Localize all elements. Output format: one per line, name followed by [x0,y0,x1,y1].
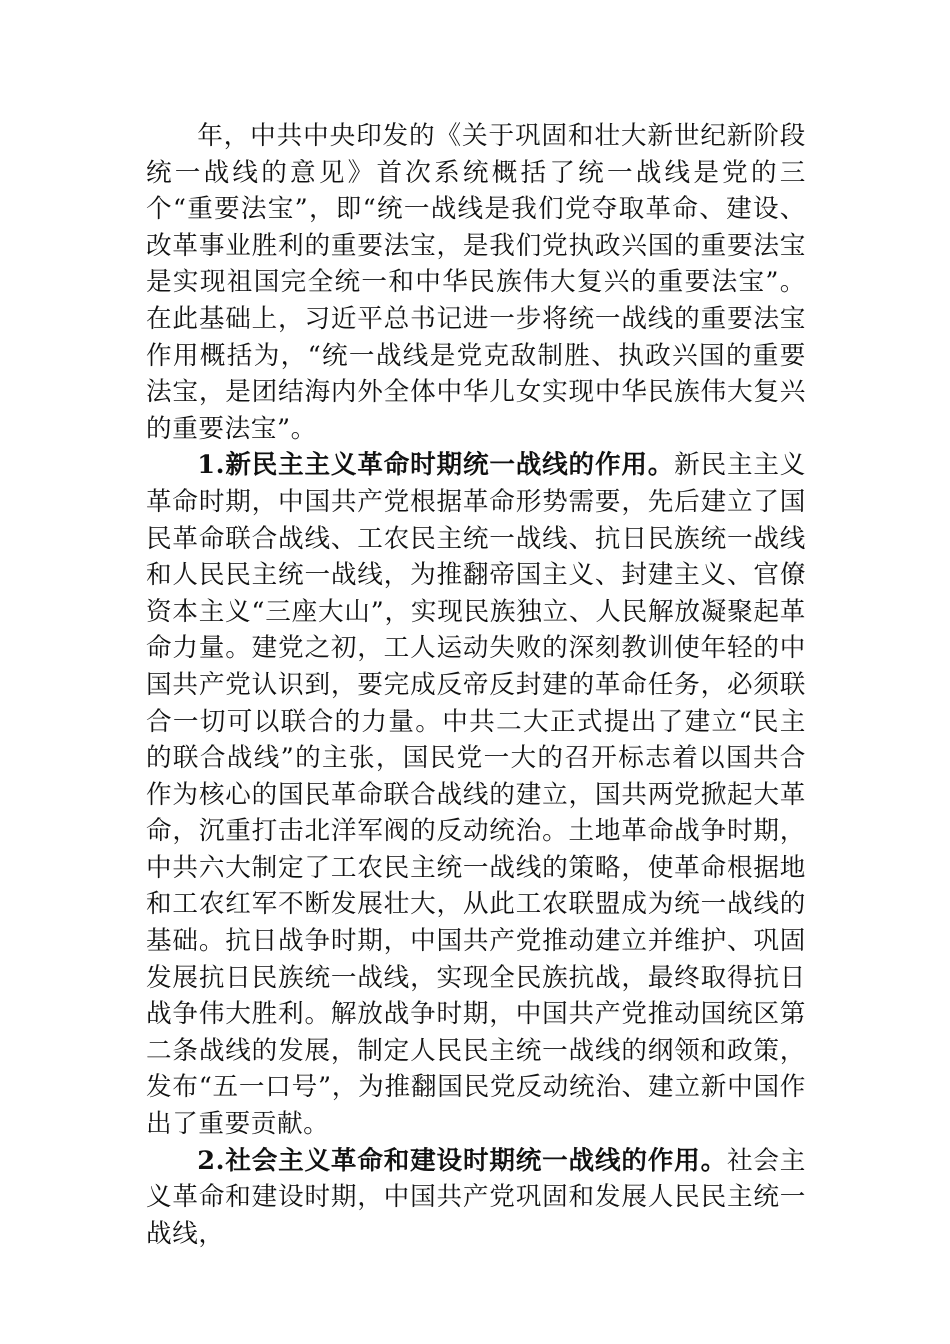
paragraph-socialist-revolution [146,1143,806,1253]
paragraph-body: 新民主主义革命时期，中国共产党根据革命形势需要，先后建立了国民革命联合战线、工农民主统一战线、抗日民族统一战线和人民民主统一战线，为推翻帝国主义、封建主义、官僚资本主义“三座大山”，实现民族独立、人民解放凝聚起革命力量。建党之初，工人运动失败的深刻教训使年轻的中国共产党认识到，要完成反帝反封建的革命任务，必须联合一切可以联合的力量。中共二大正式提出了建立“民主的联合战线”的主张，国民党一大的召开标志着以国共合作为核心的国民革命联合战线的建立，国共两党掀起大革命，沉重打击北洋军阀的反动统治。土地革命战争时期，中共六大制定了工农民主统一战线的策略，使革命根据地和工农红军不断发展壮大，从此工农联盟成为统一战线的基础。抗日战争时期，中国共产党推动建立并维护、巩固发展抗日民族统一战线，实现全民族抗战，最终取得抗日战争伟大胜利。解放战争时期，中国共产党推动国统区第二条战线的发展，制定人民民主统一战线的纲领和政策，发布“五一口号”，为推翻国民党反动统治、建立新中国作出了重要贡献。 [146,450,806,1140]
paragraph-new-democratic-revolution [146,447,806,1142]
paragraph-intro [146,118,806,447]
paragraph-heading: 2.社会主义革命和建设时期统一战线的作用。 [197,1145,727,1176]
paragraph-heading: 1.新民主主义革命时期统一战线的作用。 [197,450,675,481]
paragraph-body: 年，中共中央印发的《关于巩固和壮大新世纪新阶段统一战线的意见》首次系统概括了统一战线是党的三个“重要法宝”，即“统一战线是我们党夺取革命、建设、改革事业胜利的重要法宝，是我们党执政兴国的重要法宝是实现祖国完全统一和中华民族伟大复兴的重要法宝”。在此基础上，习近平总书记进一步将统一战线的重要法宝作用概括为，“统一战线是党克敌制胜、执政兴国的重要法宝，是团结海内外全体中华儿女实现中华民族伟大复兴的重要法宝”。 [146,121,806,444]
document-page [146,118,806,1252]
paragraph-body: 社会主义革命和建设时期，中国共产党巩固和发展人民民主统一战线， [146,1145,806,1249]
